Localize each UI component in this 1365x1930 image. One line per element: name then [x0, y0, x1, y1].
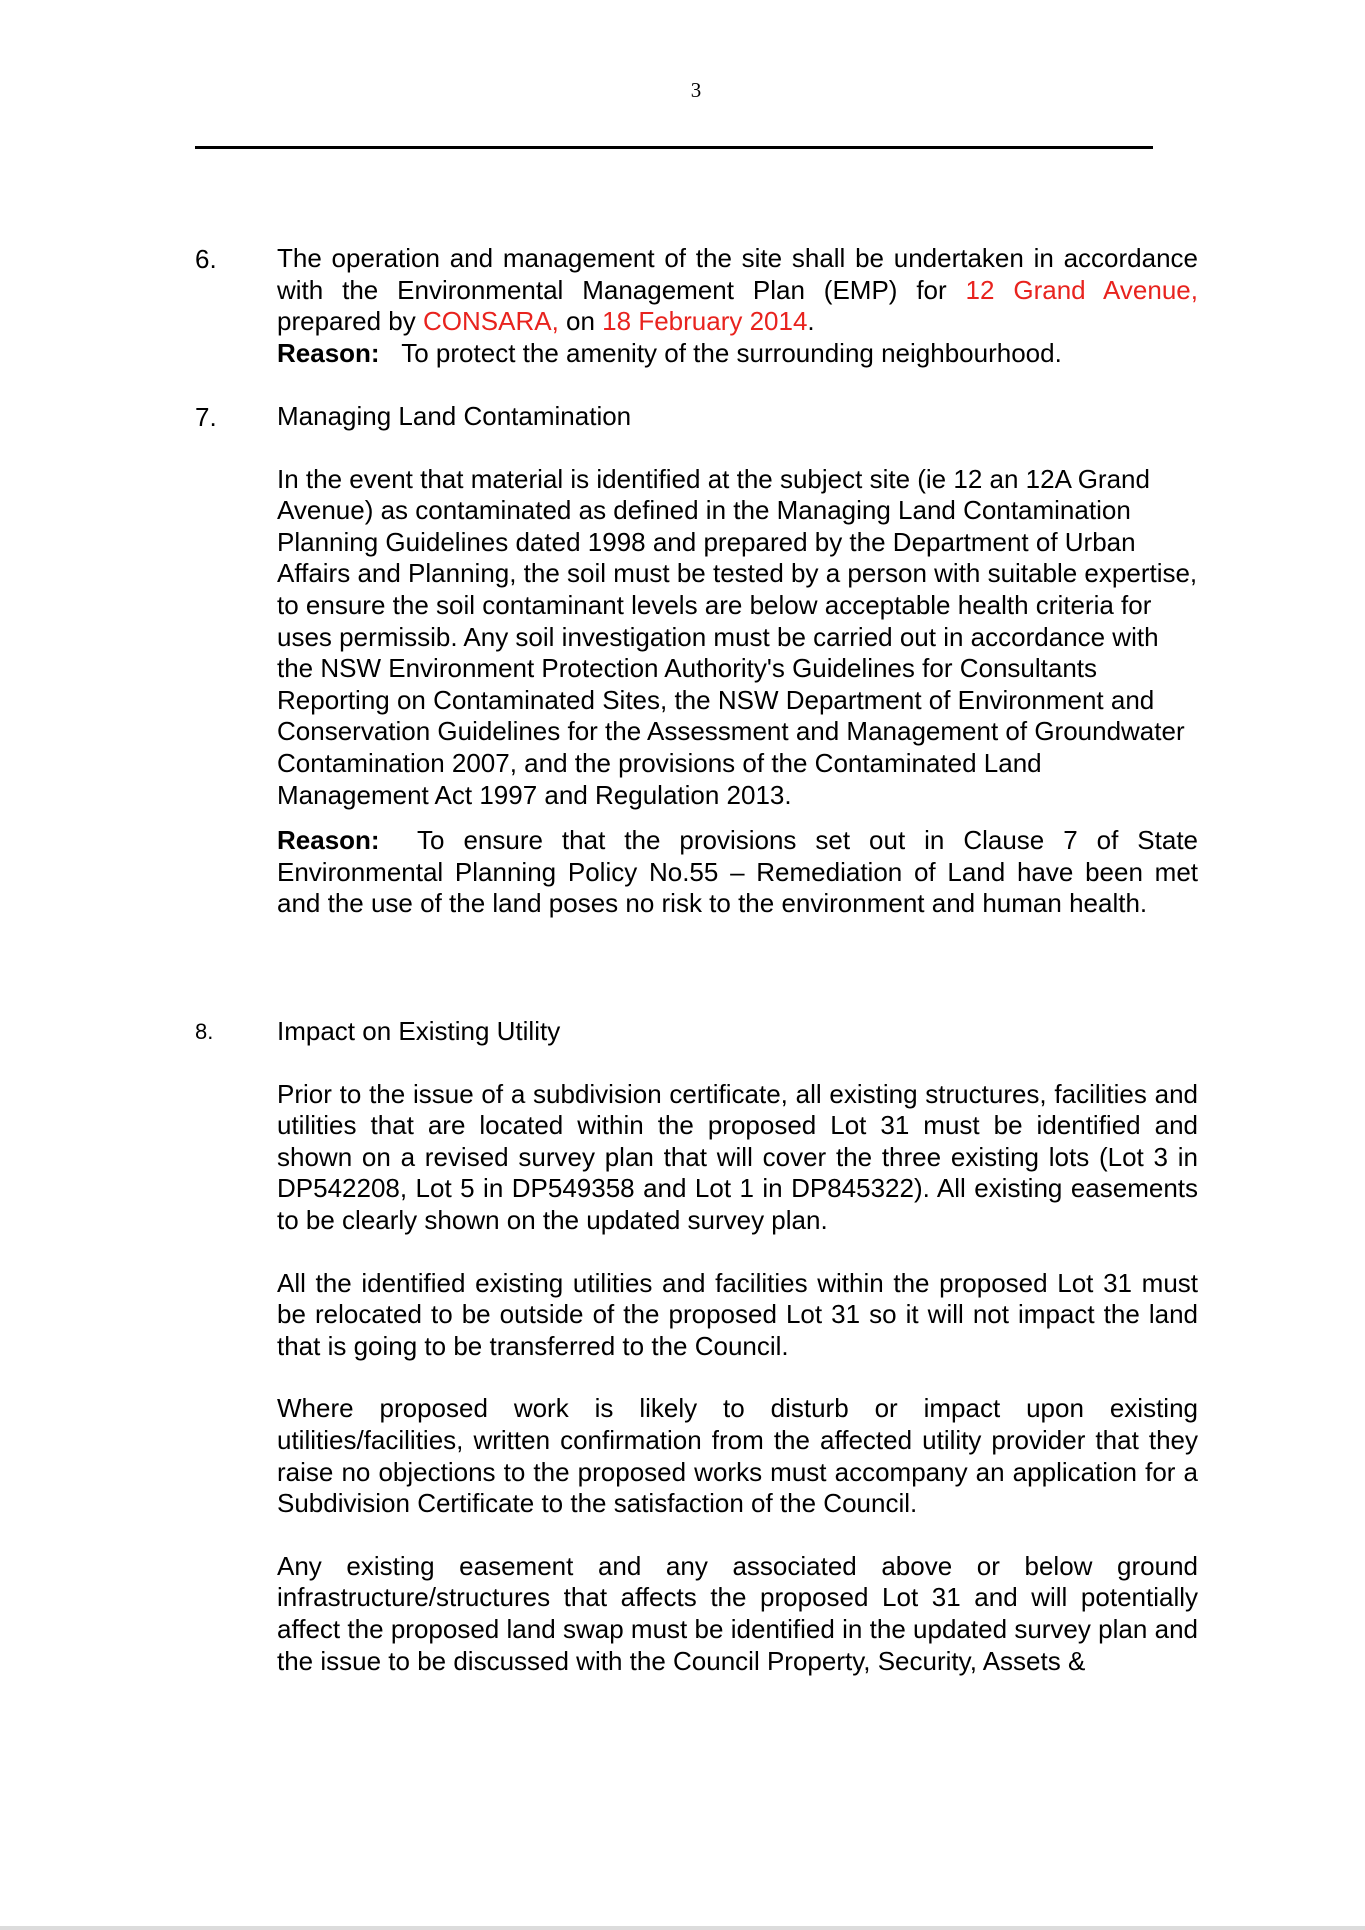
- paragraph: Prior to the issue of a subdivision certificate, all existing structures, facilities and utilities that are located within the proposed Lot 31 must be identified and shown on a revised survey plan that will cover the three existing lots (Lot 3 in DP542208, Lot 5 in DP549358 and Lot 1 in DP845322). All existing easements to be clearly shown on the updated survey plan.: [277, 1078, 1198, 1235]
- plan-date: 18 February 2014: [602, 306, 808, 337]
- item-heading: Impact on Existing Utility: [277, 1016, 561, 1046]
- reason: [277, 338, 1198, 370]
- text-segment: prepared by: [277, 306, 423, 337]
- paragraph: All the identified existing utilities and facilities within the proposed Lot 31 must be relocated to be outside of the proposed Lot 31 so it will not impact the land that is going to be transferred to the Council.: [277, 1267, 1198, 1361]
- consultant-name: CONSARA,: [422, 306, 559, 337]
- page-edge-strip: [0, 1926, 1365, 1930]
- reason-label: Reason:: [277, 337, 380, 368]
- condition-text: [277, 243, 1198, 338]
- paragraph: Where proposed work is likely to disturb or impact upon existing utilities/facilities, written confirmation from the affected utility provider that they raise no objections to the proposed works must accompany an application for a Subdivision Certificate to the satisfaction of the Council.: [277, 1393, 1198, 1519]
- item-number: 8.: [195, 1019, 214, 1044]
- page-number: 3: [690, 78, 702, 102]
- item-body: [277, 1016, 1198, 1677]
- item-body: [277, 243, 1198, 369]
- site-address: 12 Grand Avenue,: [965, 274, 1198, 305]
- text-segment: on: [558, 306, 603, 337]
- item-number: 7.: [195, 402, 217, 432]
- header-rule: [195, 146, 1153, 149]
- condition-text: In the event that material is identified at the subject site (ie 12 an 12A Grand Avenue) as contaminated as defined in the Managing Land Contamination Planning Guidelines dated 1998 and prepared by the Department of Urban Affairs and Planning, the soil must be tested by a person with suitable expertise, to ensure the soil contaminant levels are below acceptable health criteria for uses permissib. Any soil investigation must be carried out in accordance with the NSW Environment Protection Authority's Guidelines for Consultants Reporting on Contaminated Sites, the NSW Department of Environment and Conservation Guidelines for the Assessment and Management of Groundwater Contamination 2007, and the provisions of the Contaminated Land Management Act 1997 and Regulation 2013.: [277, 463, 1198, 810]
- reason-label: Reason:: [277, 825, 380, 856]
- reason: [277, 825, 1198, 920]
- item-number: 6.: [195, 244, 217, 274]
- reason-text: To protect the amenity of the surrounding neighbourhood.: [401, 337, 1062, 368]
- text-segment: The operation and management of the site shall be undertaken in accordance with the Environmental Management Plan (EMP) for: [277, 243, 1198, 305]
- item-heading: Managing Land Contamination: [277, 401, 632, 431]
- paragraph: Any existing easement and any associated above or below ground infrastructure/structures that affects the proposed Lot 31 and will potentially affect the proposed land swap must be identified in the updated survey plan and the issue to be discussed with the Council Property, Security, Assets &: [277, 1550, 1198, 1676]
- item-body: [277, 401, 1198, 920]
- reason-text: To ensure that the provisions set out in Clause 7 of State Environmental Planning Policy No.55 – Remediation of Land have been met and the use of the land poses no risk to the environment and human health.: [277, 825, 1199, 919]
- text-segment: .: [807, 306, 815, 337]
